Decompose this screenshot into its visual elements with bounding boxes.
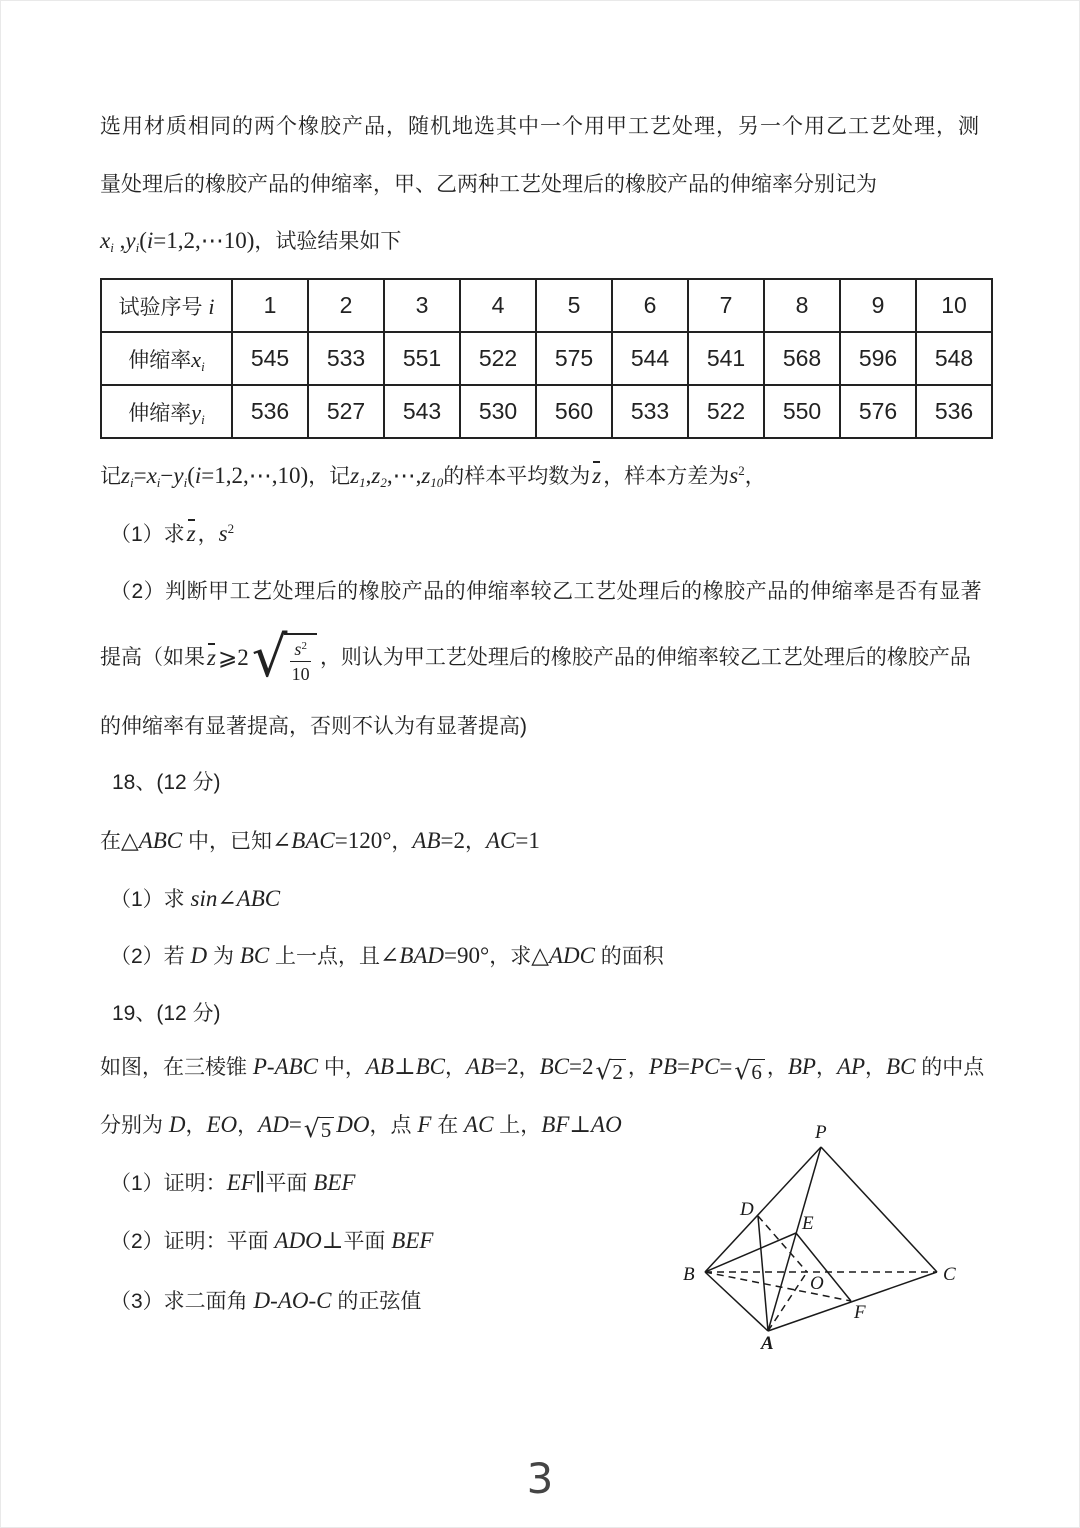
table-cell: 560: [536, 385, 612, 438]
q18-given-line: [100, 826, 540, 857]
text-segment: sin: [190, 886, 218, 911]
text-segment: i: [146, 228, 154, 253]
table-cell: 551: [384, 332, 460, 385]
text-segment: ，: [465, 830, 486, 853]
table-cell: 545: [232, 332, 308, 385]
text-segment: EF: [226, 1170, 255, 1195]
table-header-cell: 10: [916, 279, 992, 332]
q19-given-line-1: [100, 1052, 984, 1083]
table-row: [101, 332, 992, 385]
text-segment: 在: [431, 1114, 465, 1137]
text-segment: ，: [865, 1056, 887, 1079]
figure-vertex-label-F: F: [854, 1302, 866, 1323]
text-segment: i: [110, 240, 114, 255]
text-segment: P: [252, 1054, 267, 1079]
text-segment: 为: [207, 945, 240, 968]
text-segment: ，: [185, 1114, 207, 1137]
text-segment: 的中点: [915, 1056, 985, 1079]
table-cell: 533: [612, 385, 688, 438]
text-segment: ，: [197, 523, 219, 546]
q19-given-line-2: [100, 1110, 622, 1141]
text-segment: 选用材质相同的两个橡胶产品，随机地选其中一个用甲工艺处理，另一个用乙工艺处理，测: [100, 115, 980, 138]
text-segment: （1）求: [110, 523, 185, 546]
table-cell: 530: [460, 385, 536, 438]
q17-part1-line: [110, 519, 234, 550]
q19-part3-line: [110, 1286, 421, 1317]
text-segment: z: [121, 463, 130, 488]
q17-part2-line-3: [100, 712, 527, 742]
text-segment: PC: [690, 1054, 720, 1079]
text-segment: AD: [258, 1112, 289, 1137]
q17-intro-line-1: [100, 112, 980, 142]
text-segment: 在: [100, 830, 121, 853]
text-segment: 分别为: [100, 1114, 169, 1137]
text-segment: z: [421, 463, 431, 488]
figure-edge-PC: [821, 1147, 937, 1272]
text-segment: AC: [486, 828, 516, 853]
figure-edge-DO: [758, 1216, 807, 1272]
text-segment: s: [218, 521, 228, 546]
text-segment: 中，: [318, 1056, 366, 1079]
text-segment: （1）证明：: [110, 1172, 227, 1195]
table-cell: 544: [612, 332, 688, 385]
sqrt-expression: √ 5: [304, 1117, 334, 1141]
text-segment: ，: [815, 1056, 837, 1079]
text-segment: i: [135, 240, 140, 255]
text-segment: ，: [627, 1056, 649, 1079]
table-cell: 575: [536, 332, 612, 385]
table-row: [101, 385, 992, 438]
text-segment: 上，: [493, 1114, 542, 1137]
text-segment: ，: [237, 1114, 259, 1137]
table-cell: 536: [916, 385, 992, 438]
table-row-label: 伸缩率$x_i$: [101, 332, 232, 385]
text-segment: -: [270, 1288, 278, 1313]
text-segment: 平面: [343, 1230, 392, 1253]
text-segment: F: [417, 1112, 432, 1137]
text-segment: x: [146, 463, 157, 488]
text-segment: ⊥: [393, 1054, 416, 1079]
text-segment: BC: [539, 1054, 569, 1079]
text-segment: ，: [518, 1056, 540, 1079]
text-segment: BC: [415, 1054, 446, 1079]
text-segment: z: [371, 463, 381, 488]
figure-edge-BA: [705, 1272, 768, 1331]
overbar-variable: z: [205, 643, 218, 673]
text-segment: s: [729, 463, 739, 488]
text-segment: BEF: [391, 1228, 434, 1253]
table-header-cell: 6: [612, 279, 688, 332]
text-segment: 中，已知: [182, 830, 272, 853]
sqrt-expression: √ 2: [595, 1059, 625, 1083]
table-row-label: 伸缩率$y_i$: [101, 385, 232, 438]
text-segment: z: [350, 463, 360, 488]
text-segment: ，则认为甲工艺处理后的橡胶产品的伸缩率较乙工艺处理后的橡胶产品: [319, 646, 971, 669]
text-segment: ⊥: [321, 1228, 344, 1253]
figure-vertex-label-B: B: [683, 1264, 695, 1285]
figure-vertex-label-C: C: [943, 1264, 956, 1285]
table-header-cell: 试验序号 i: [101, 279, 232, 332]
text-segment: ⊥: [569, 1112, 592, 1137]
q17-part2-line-1: [110, 577, 982, 607]
text-segment: BC: [886, 1054, 916, 1079]
text-segment: AB: [466, 1054, 495, 1079]
text-segment: （2）证明：平面: [110, 1230, 275, 1253]
q19-part2-line: [110, 1226, 433, 1257]
text-segment: 2: [738, 463, 745, 478]
text-segment: i: [183, 475, 188, 490]
text-segment: ABC: [274, 1054, 319, 1079]
table-header-row: [101, 279, 992, 332]
text-segment: y: [125, 228, 136, 253]
text-segment: =1,2,⋯,10): [201, 463, 309, 488]
text-segment: 19、(12 分): [112, 1002, 221, 1025]
figure-edge-BE: [705, 1233, 796, 1272]
text-segment: =: [288, 1112, 302, 1137]
text-segment: AO: [591, 1112, 622, 1137]
text-segment: 的伸缩率有显著提高，否则不认为有显著提高): [100, 715, 527, 738]
text-segment: EO: [206, 1112, 238, 1137]
table-cell: 568: [764, 332, 840, 385]
text-segment: AB: [412, 828, 441, 853]
text-segment: =90°: [444, 943, 490, 968]
text-segment: (: [187, 463, 195, 488]
text-segment: BC: [239, 943, 270, 968]
sqrt-fraction-expression: √ $s^2$ 10: [252, 633, 317, 684]
text-segment: （2）判断甲工艺处理后的橡胶产品的伸缩率较乙工艺处理后的橡胶产品的伸缩率是否有显著: [110, 580, 983, 603]
text-segment: ∥: [254, 1170, 266, 1195]
data-table: [100, 278, 993, 439]
text-segment: 10: [430, 475, 444, 490]
figure-edge-AC: [768, 1272, 937, 1331]
text-segment: ∠: [272, 828, 292, 853]
table-cell: 522: [460, 332, 536, 385]
text-segment: =1: [515, 828, 540, 853]
text-segment: DO: [336, 1112, 370, 1137]
table-cell: 550: [764, 385, 840, 438]
q17-intro-line-3: [100, 226, 401, 257]
table-header-cell: 4: [460, 279, 536, 332]
text-segment: =1,2,⋯10): [153, 228, 255, 253]
q17-part2-line-2: [100, 622, 971, 694]
q18-part2-line: [110, 941, 664, 972]
text-segment: ，点: [369, 1114, 418, 1137]
text-segment: ,: [113, 228, 126, 253]
text-segment: （1）求: [110, 888, 191, 911]
table-header-cell: 8: [764, 279, 840, 332]
table-header-cell: 3: [384, 279, 460, 332]
text-segment: i: [194, 463, 202, 488]
table-header-cell: 7: [688, 279, 764, 332]
text-segment: ,⋯,: [386, 463, 422, 488]
text-segment: 的面积: [594, 945, 664, 968]
text-segment: (: [139, 228, 147, 253]
text-segment: 上一点，且: [269, 945, 381, 968]
q17-z-definition-line: [100, 461, 766, 492]
text-segment: 平面: [265, 1172, 314, 1195]
text-segment: ，记: [308, 465, 351, 488]
radical-sign-icon: √: [595, 1056, 612, 1085]
text-segment: 提高（如果: [100, 646, 205, 669]
radical-sign-icon: √: [251, 624, 288, 690]
text-segment: BAD: [399, 943, 445, 968]
text-segment: ，: [445, 1056, 467, 1079]
text-segment: PB: [648, 1054, 678, 1079]
text-segment: AB: [365, 1054, 394, 1079]
text-segment: D: [168, 1112, 186, 1137]
text-segment: ⩾2: [217, 645, 249, 670]
text-segment: D: [253, 1288, 271, 1313]
sqrt-expression: √ 6: [734, 1059, 764, 1083]
table-cell: 543: [384, 385, 460, 438]
table-cell: 576: [840, 385, 916, 438]
text-segment: −: [160, 463, 174, 488]
text-segment: ∠: [380, 943, 400, 968]
table-cell: 533: [308, 332, 384, 385]
text-segment: =: [719, 1054, 733, 1079]
figure-edge-DA: [758, 1216, 768, 1331]
text-segment: ，样本方差为: [603, 465, 730, 488]
table-cell: 548: [916, 332, 992, 385]
text-segment: -: [308, 1288, 317, 1313]
q18-title: [112, 768, 221, 798]
text-segment: =2: [440, 828, 465, 853]
q18-part1-line: [110, 884, 280, 915]
text-segment: BP: [787, 1054, 816, 1079]
text-segment: 量处理后的橡胶产品的伸缩率，甲、乙两种工艺处理后的橡胶产品的伸缩率分别记为: [100, 173, 877, 196]
table-header-cell: 9: [840, 279, 916, 332]
text-segment: 1: [359, 475, 366, 490]
text-segment: ∠: [217, 886, 237, 911]
text-segment: =120°: [334, 828, 392, 853]
text-segment: BAC: [291, 828, 335, 853]
table-cell: 541: [688, 332, 764, 385]
figure-vertex-label-E: E: [802, 1213, 814, 1234]
text-segment: D: [190, 943, 208, 968]
text-segment: =: [677, 1054, 691, 1079]
text-segment: ABC: [138, 828, 183, 853]
text-segment: ，: [766, 1056, 788, 1079]
text-segment: =2: [569, 1054, 594, 1079]
text-segment: x: [100, 228, 111, 253]
text-segment: 2: [227, 521, 235, 536]
text-segment: ，: [744, 465, 766, 488]
table-cell: 527: [308, 385, 384, 438]
text-segment: =: [133, 463, 147, 488]
table-cell: 536: [232, 385, 308, 438]
overbar-variable: z: [590, 461, 603, 491]
q19-title: [112, 999, 221, 1029]
figure-vertex-label-P: P: [815, 1122, 827, 1143]
overbar-variable: z: [185, 519, 198, 549]
q17-intro-line-2: [100, 170, 877, 200]
figure-vertex-label-O: O: [810, 1273, 824, 1294]
table-header-cell: 1: [232, 279, 308, 332]
text-segment: ，求: [489, 945, 532, 968]
text-segment: BF: [541, 1112, 570, 1137]
table-header-cell: 5: [536, 279, 612, 332]
text-segment: （2）若: [110, 945, 191, 968]
text-segment: AP: [836, 1054, 866, 1079]
text-segment: ,: [365, 463, 372, 488]
text-segment: ADC: [548, 943, 595, 968]
text-segment: y: [173, 463, 184, 488]
text-segment: （3）求二面角: [110, 1290, 254, 1313]
text-segment: ，试验结果如下: [254, 230, 402, 253]
table-header-cell: 2: [308, 279, 384, 332]
text-segment: 如图，在三棱锥: [100, 1056, 253, 1079]
text-segment: =2: [494, 1054, 519, 1079]
table-cell: 522: [688, 385, 764, 438]
text-segment: 的正弦值: [331, 1290, 422, 1313]
text-segment: i: [156, 475, 161, 490]
text-segment: 记: [100, 465, 121, 488]
radical-sign-icon: √: [303, 1114, 320, 1143]
page-number: 3: [526, 1454, 554, 1503]
radical-sign-icon: √: [734, 1056, 751, 1085]
text-segment: 的样本平均数为: [443, 465, 591, 488]
text-segment: i: [129, 475, 134, 490]
q19-part1-line: [110, 1168, 355, 1199]
table-cell: 596: [840, 332, 916, 385]
figure-vertex-label-A: A: [761, 1333, 774, 1354]
figure-edge-AO: [768, 1272, 807, 1331]
text-segment: BEF: [313, 1170, 356, 1195]
text-segment: △: [531, 943, 549, 968]
figure-vertex-label-D: D: [740, 1199, 754, 1220]
text-segment: 18、(12 分): [112, 771, 221, 794]
text-segment: C: [316, 1288, 332, 1313]
text-segment: ADO: [274, 1228, 322, 1253]
text-segment: AC: [464, 1112, 494, 1137]
text-segment: AO: [277, 1288, 309, 1313]
text-segment: ，: [391, 830, 413, 853]
text-segment: △: [121, 828, 139, 853]
text-segment: -: [266, 1054, 275, 1079]
text-segment: 2: [380, 475, 387, 490]
tetrahedron-figure: [658, 1118, 958, 1363]
text-segment: ABC: [236, 886, 281, 911]
